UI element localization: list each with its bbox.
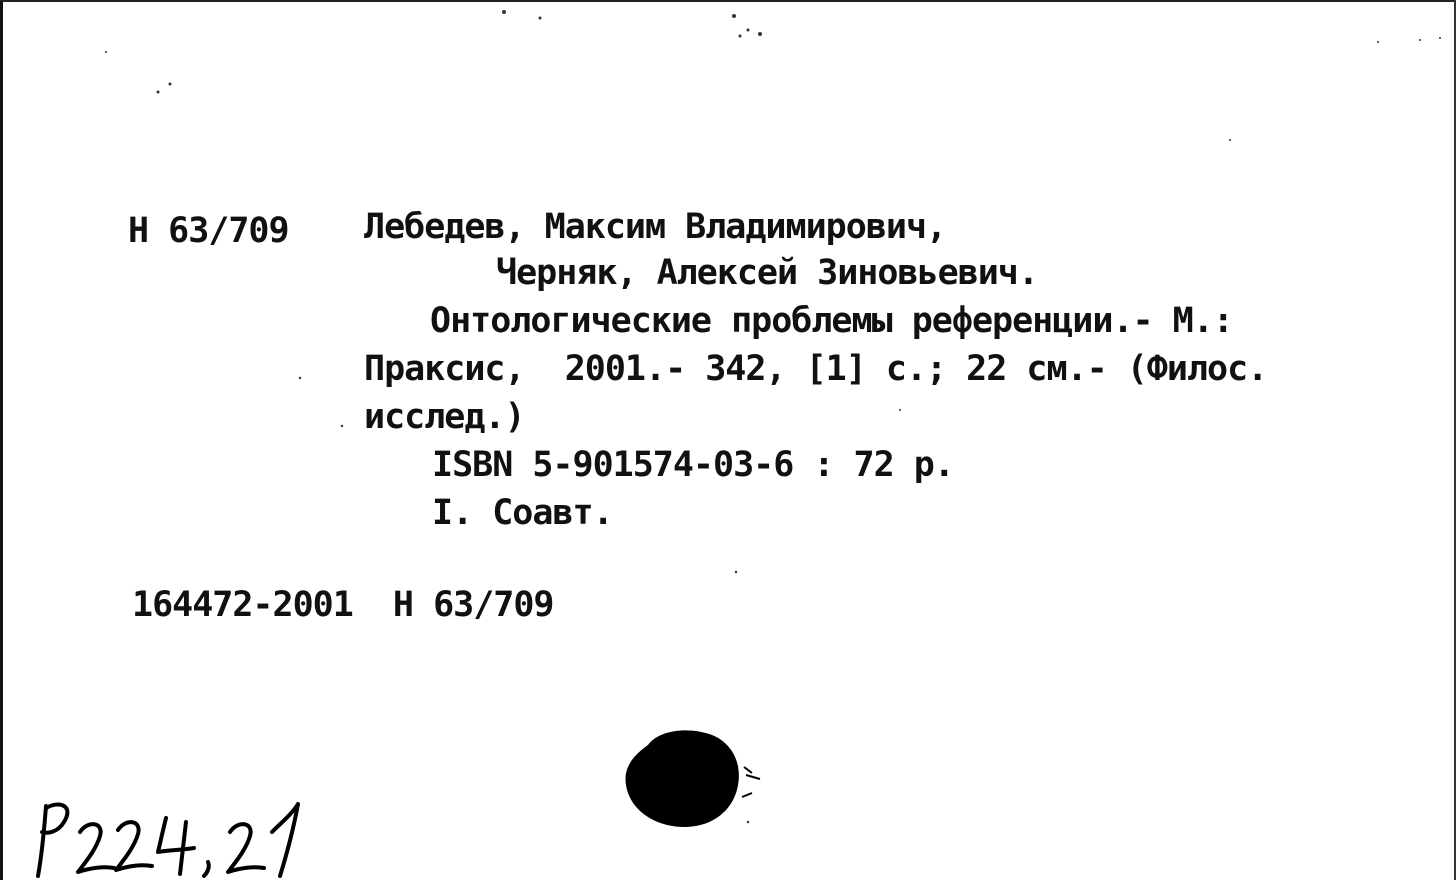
shelfmark: Н 63/709 — [128, 211, 289, 251]
author-line: Лебедев, Максим Владимирович, — [364, 207, 947, 247]
isbn-line: ISBN 5-901574-03-6 : 72 р. — [432, 445, 954, 485]
accession-line: 164472-2001 Н 63/709 — [132, 585, 554, 625]
series-line: исслед.) — [364, 397, 525, 437]
coauthor-line: Черняк, Алексей Зиновьевич. — [496, 253, 1038, 293]
imprint-line: Праксис, 2001.- 342, [1] с.; 22 см.- (Филос. — [364, 349, 1268, 389]
handwritten-note — [34, 792, 314, 880]
ink-blot — [620, 725, 780, 835]
title-line: Онтологические проблемы референции.- М.: — [430, 301, 1233, 341]
tracing-line: I. Соавт. — [432, 493, 613, 533]
